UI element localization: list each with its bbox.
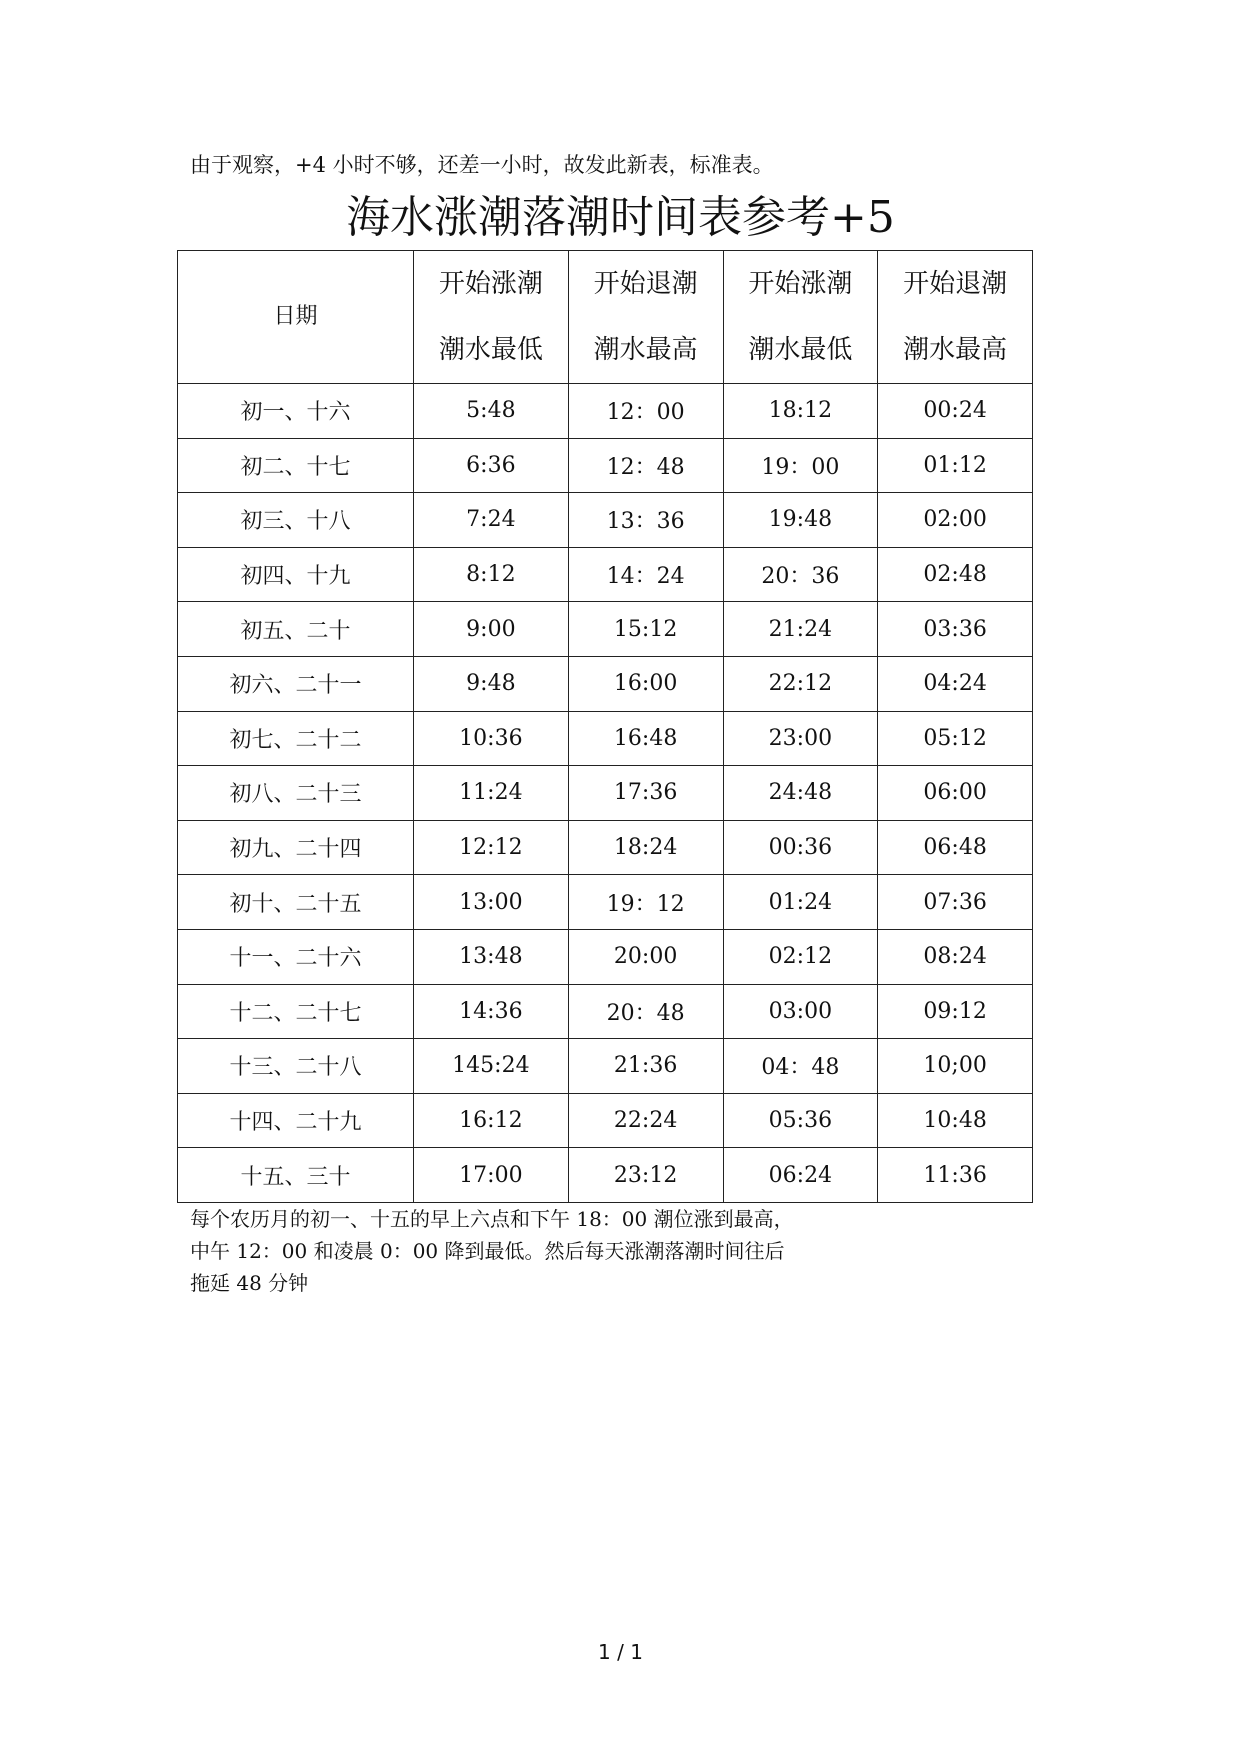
- time-cell: 21:36: [568, 1039, 723, 1094]
- time-cell: 19：00: [723, 438, 878, 493]
- time-cell: 19：12: [568, 875, 723, 930]
- date-cell: 初三、十八: [178, 493, 414, 548]
- time-cell: 14：24: [568, 547, 723, 602]
- time-cell: 12：00: [568, 384, 723, 439]
- header-line: 开始涨潮: [438, 269, 543, 299]
- time-cell: 07:36: [878, 875, 1033, 930]
- table-row: [178, 1039, 1033, 1094]
- time-cell: 5:48: [414, 384, 569, 439]
- date-cell: 初四、十九: [178, 547, 414, 602]
- date-cell: 初九、二十四: [178, 820, 414, 875]
- time-cell: 14:36: [414, 984, 569, 1039]
- time-cell: 24:48: [723, 766, 878, 821]
- time-cell: 19:48: [723, 493, 878, 548]
- page-number: 1 / 1: [598, 1640, 643, 1664]
- table-row: [178, 493, 1033, 548]
- time-cell: 01:24: [723, 875, 878, 930]
- time-cell: 16:48: [568, 711, 723, 766]
- time-cell: 11:36: [878, 1148, 1033, 1203]
- time-cell: 00:36: [723, 820, 878, 875]
- time-cell: 08:24: [878, 929, 1033, 984]
- date-cell: 十四、二十九: [178, 1093, 414, 1148]
- table-row: [178, 656, 1033, 711]
- time-cell: 04:24: [878, 656, 1033, 711]
- time-cell: 9:00: [414, 602, 569, 657]
- date-cell: 初十、二十五: [178, 875, 414, 930]
- time-cell: 09:12: [878, 984, 1033, 1039]
- table-row: [178, 1148, 1033, 1203]
- time-cell: 17:36: [568, 766, 723, 821]
- time-cell: 15:12: [568, 602, 723, 657]
- header-line: 开始退潮: [593, 269, 698, 299]
- time-cell: 20：36: [723, 547, 878, 602]
- tide-table: [177, 250, 1033, 1203]
- time-cell: 06:48: [878, 820, 1033, 875]
- header-line: 潮水最低: [748, 335, 853, 365]
- date-cell: 初七、二十二: [178, 711, 414, 766]
- time-cell: 00:24: [878, 384, 1033, 439]
- time-cell: 22:24: [568, 1093, 723, 1148]
- footnote-line: 拖延 48 分钟: [190, 1271, 309, 1295]
- time-cell: 13:48: [414, 929, 569, 984]
- header-line: 开始退潮: [903, 269, 1008, 299]
- time-cell: 17:00: [414, 1148, 569, 1203]
- header-line: 潮水最高: [903, 335, 1008, 365]
- time-cell: 18:12: [723, 384, 878, 439]
- time-cell: 13：36: [568, 493, 723, 548]
- table-row: [178, 602, 1033, 657]
- table-row: [178, 711, 1033, 766]
- time-cell: 16:00: [568, 656, 723, 711]
- page-title: 海水涨潮落潮时间表参考+5: [346, 192, 895, 243]
- time-cell: 20：48: [568, 984, 723, 1039]
- time-cell: 23:12: [568, 1148, 723, 1203]
- header-col-4: [878, 251, 1033, 384]
- time-cell: 18:24: [568, 820, 723, 875]
- time-cell: 23:00: [723, 711, 878, 766]
- time-cell: 05:36: [723, 1093, 878, 1148]
- header-col-3: [723, 251, 878, 384]
- time-cell: 10;00: [878, 1039, 1033, 1094]
- time-cell: 9:48: [414, 656, 569, 711]
- time-cell: 05:12: [878, 711, 1033, 766]
- header-line: 潮水最低: [438, 335, 543, 365]
- time-cell: 06:24: [723, 1148, 878, 1203]
- time-cell: 16:12: [414, 1093, 569, 1148]
- header-col-1: [414, 251, 569, 384]
- time-cell: 03:00: [723, 984, 878, 1039]
- header-date: 日期: [178, 251, 414, 384]
- time-cell: 20:00: [568, 929, 723, 984]
- time-cell: 10:36: [414, 711, 569, 766]
- time-cell: 02:00: [878, 493, 1033, 548]
- time-cell: 04：48: [723, 1039, 878, 1094]
- time-cell: 12：48: [568, 438, 723, 493]
- time-cell: 02:12: [723, 929, 878, 984]
- time-cell: 145:24: [414, 1039, 569, 1094]
- date-cell: 初八、二十三: [178, 766, 414, 821]
- time-cell: 10:48: [878, 1093, 1033, 1148]
- time-cell: 13:00: [414, 875, 569, 930]
- header-col-2: [568, 251, 723, 384]
- time-cell: 01:12: [878, 438, 1033, 493]
- time-cell: 21:24: [723, 602, 878, 657]
- date-cell: 十二、二十七: [178, 984, 414, 1039]
- table-row: [178, 820, 1033, 875]
- table-row: [178, 384, 1033, 439]
- table-row: [178, 438, 1033, 493]
- table-row: [178, 984, 1033, 1039]
- time-cell: 22:12: [723, 656, 878, 711]
- table-row: [178, 875, 1033, 930]
- header-line: 开始涨潮: [748, 269, 853, 299]
- date-cell: 十一、二十六: [178, 929, 414, 984]
- footnote: [190, 1203, 794, 1299]
- footnote-line: 中午 12：00 和凌晨 0：00 降到最低。然后每天涨潮落潮时间往后: [190, 1239, 785, 1263]
- time-cell: 06:00: [878, 766, 1033, 821]
- date-cell: 初一、十六: [178, 384, 414, 439]
- table-header-row: [178, 251, 1033, 384]
- table-row: [178, 766, 1033, 821]
- date-cell: 初二、十七: [178, 438, 414, 493]
- time-cell: 7:24: [414, 493, 569, 548]
- date-cell: 十三、二十八: [178, 1039, 414, 1094]
- time-cell: 11:24: [414, 766, 569, 821]
- time-cell: 03:36: [878, 602, 1033, 657]
- table-row: [178, 547, 1033, 602]
- time-cell: 02:48: [878, 547, 1033, 602]
- date-cell: 初五、二十: [178, 602, 414, 657]
- date-cell: 十五、三十: [178, 1148, 414, 1203]
- header-line: 潮水最高: [593, 335, 698, 365]
- table-row: [178, 1093, 1033, 1148]
- time-cell: 6:36: [414, 438, 569, 493]
- table-row: [178, 929, 1033, 984]
- date-cell: 初六、二十一: [178, 656, 414, 711]
- intro-text: 由于观察，+4 小时不够，还差一小时，故发此新表，标准表。: [190, 153, 774, 177]
- time-cell: 12:12: [414, 820, 569, 875]
- time-cell: 8:12: [414, 547, 569, 602]
- footnote-line: 每个农历月的初一、十五的早上六点和下午 18：00 潮位涨到最高，: [190, 1207, 794, 1231]
